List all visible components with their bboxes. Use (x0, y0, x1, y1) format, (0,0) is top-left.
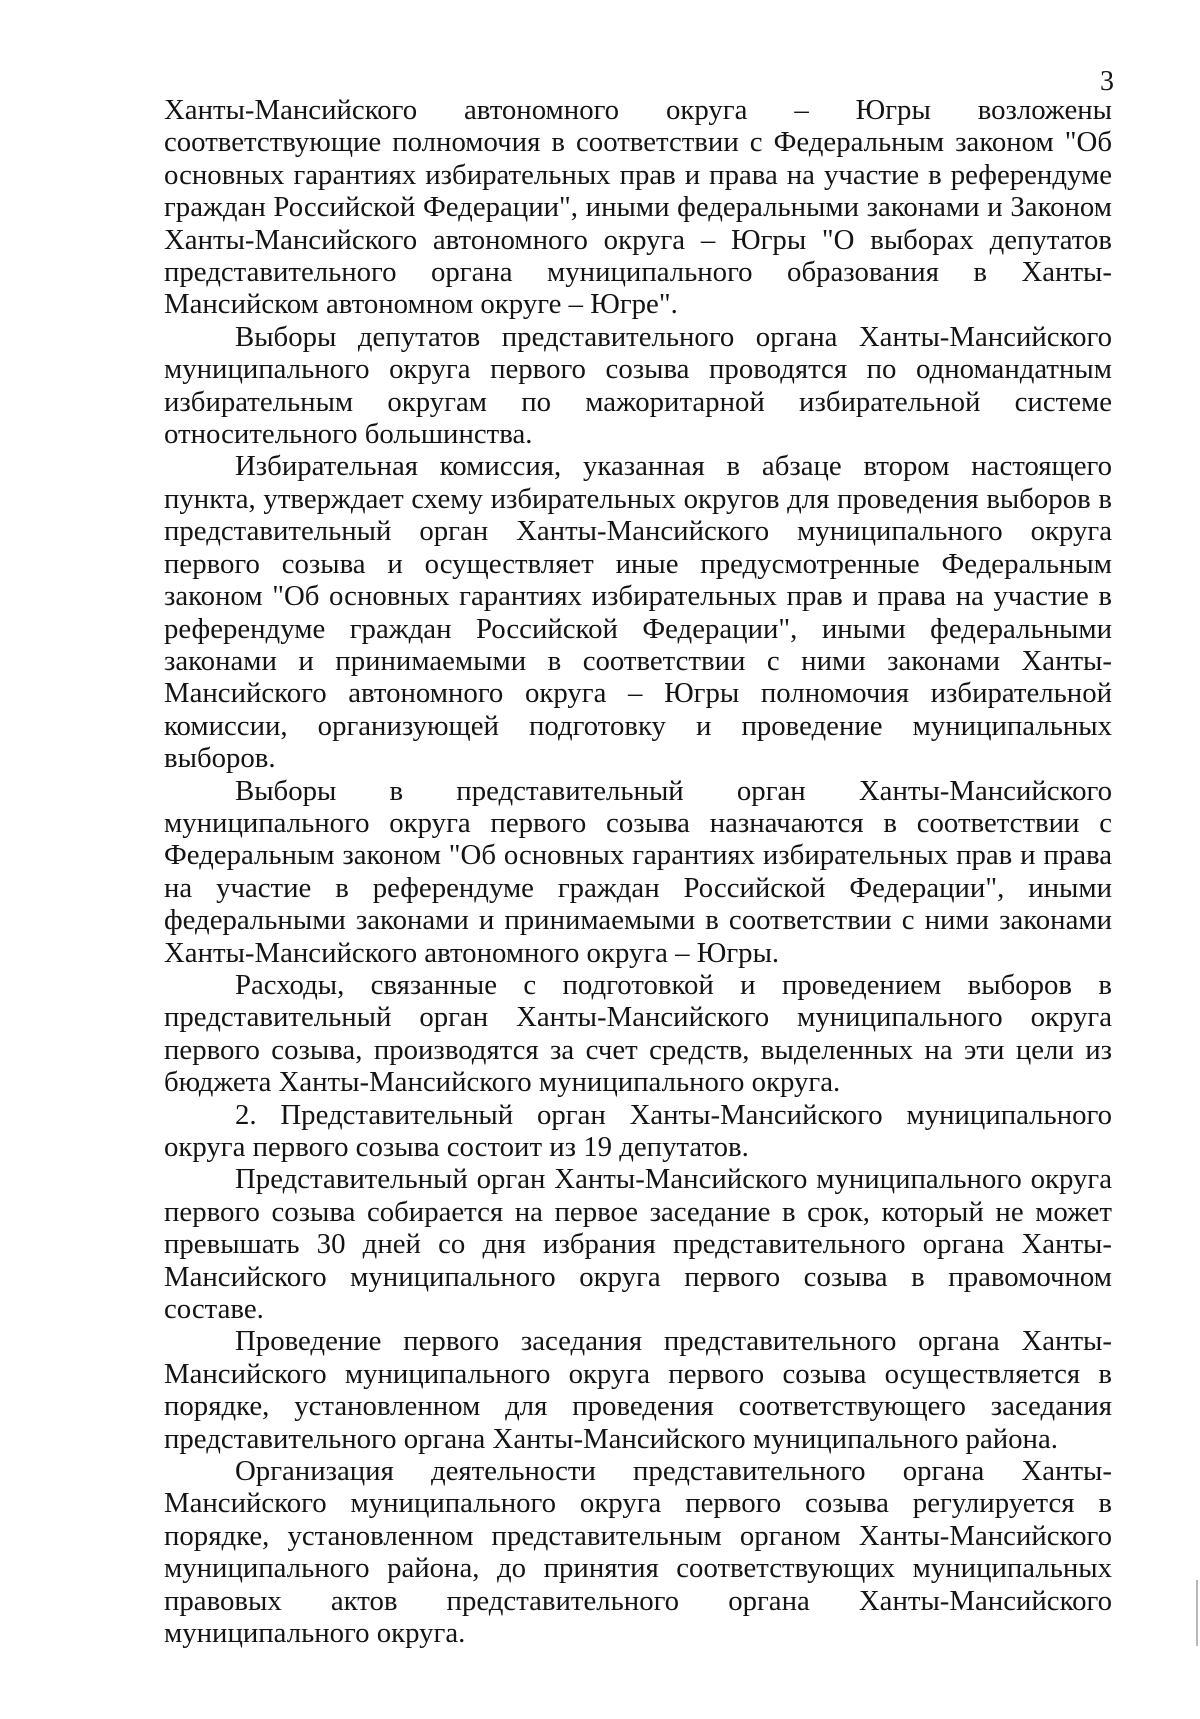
paragraph-deputies-count: 2. Представительный орган Ханты-Мансийского муниципального округа первого созыва состоит из 19 депутатов. (164, 1098, 1112, 1163)
paragraph-electoral-commission: Избирательная комиссия, указанная в абзаце втором настоящего пункта, утверждает схему избирательных округов для проведения выборов в представительный орган Ханты-Мансийского муниципального округа первого созыва и осуществляет иные предусмотренные Федеральным законом "Об основных гарантиях избирательных прав и права на участие в референдуме граждан Российской Федерации", иными федеральными законами и принимаемыми в соответствии с ними законами Ханты-Мансийского автономного округа – Югры полномочия избирательной комиссии, организующей подготовку и проведение муниципальных выборов. (164, 450, 1112, 775)
document-body (164, 94, 1112, 1650)
paragraph-first-meeting-deadline: Представительный орган Ханты-Мансийского муниципального округа первого созыва собирается на первое заседание в срок, который не может превышать 30 дней со дня избрания представительного органа Ханты-Мансийского муниципального округа первого созыва в правомочном составе. (164, 1163, 1112, 1326)
paragraph-activity-regulation: Организация деятельности представительного органа Ханты-Мансийского муниципального округа первого созыва регулируется в порядке, установленном представительным органом Ханты-Мансийского муниципального района, до принятия соответствующих муниципальных правовых актов представительного органа Ханты-Мансийского муниципального округа. (164, 1455, 1112, 1650)
paragraph-election-expenses: Расходы, связанные с подготовкой и проведением выборов в представительный орган Ханты-Мансийского муниципального округа первого созыва, производятся за счет средств, выделенных на эти цели из бюджета Ханты-Мансийского муниципального округа. (164, 968, 1112, 1099)
page-number: 3 (1100, 66, 1114, 97)
paragraph-election-appointment: Выборы в представительный орган Ханты-Мансийского муниципального округа первого созыва назначаются в соответствии с Федеральным законом "Об основных гарантиях избирательных прав и права на участие в референдуме граждан Российской Федерации", иными федеральными законами и принимаемыми в соответствии с ними законами Ханты-Мансийского автономного округа – Югры. (164, 774, 1112, 969)
paragraph-election-system: Выборы депутатов представительного органа Ханты-Мансийского муниципального округа первого созыва проводятся по одномандатным избирательным округам по мажоритарной избирательной системе относительного большинства. (164, 320, 1112, 451)
paragraph-continuation: Ханты-Мансийского автономного округа – Югры возложены соответствующие полномочия в соответствии с Федеральным законом "Об основных гарантиях избирательных прав и права на участие в референдуме граждан Российской Федерации", иными федеральными законами и Законом Ханты-Мансийского автономного округа – Югры "О выборах депутатов представительного органа муниципального образования в Ханты-Мансийском автономном округе – Югре". (164, 94, 1112, 321)
paragraph-first-meeting-procedure: Проведение первого заседания представительного органа Ханты-Мансийского муниципального округа первого созыва осуществляется в порядке, установленном для проведения соответствующего заседания представительного органа Ханты-Мансийского муниципального района. (164, 1325, 1112, 1455)
scan-edge-mark (1196, 1580, 1198, 1646)
